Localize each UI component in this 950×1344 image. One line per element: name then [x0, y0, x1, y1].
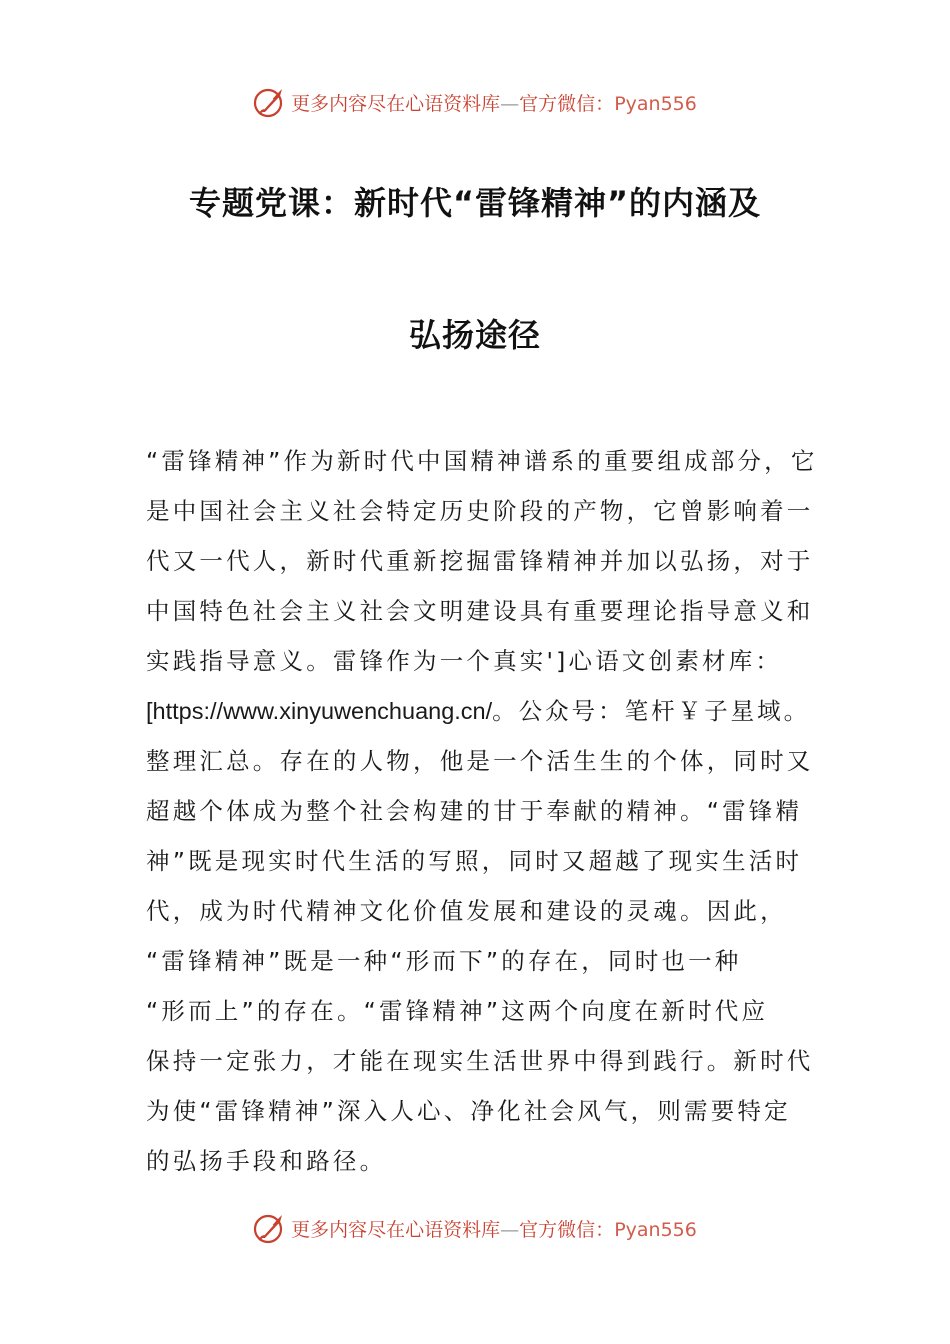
- body-line: 保持一定张力，才能在现实生活世界中得到践行。新时代: [146, 1047, 814, 1075]
- header-banner: [0, 82, 950, 122]
- body-line-suffix: 。公众号：笔杆￥子星域。: [492, 697, 811, 725]
- body-line: “雷锋精神”作为新时代中国精神谱系的重要组成部分，它: [146, 447, 818, 475]
- body-line: 实践指导意义。雷锋作为一个真实']心语文创素材库：: [146, 647, 783, 675]
- body-line: 神”既是现实时代生活的写照，同时又超越了现实生活时: [146, 847, 803, 875]
- banner-text: [291, 89, 697, 116]
- body-line: “形而上”的存在。“雷锋精神”这两个向度在新时代应: [146, 997, 769, 1025]
- body-line: 中国特色社会主义社会文明建设具有重要理论指导意义和: [146, 597, 814, 625]
- banner-wechat-id: Pyan556: [614, 92, 697, 115]
- quill-pen-logo-icon: [253, 85, 287, 119]
- body-line: 为使“雷锋精神”深入人心、净化社会风气，则需要特定: [146, 1097, 791, 1125]
- banner-official-label: 官方微信：: [519, 92, 615, 115]
- page-title-line-2: 弘扬途径: [408, 316, 541, 354]
- footer-banner: [0, 1208, 950, 1248]
- body-line: 是中国社会主义社会特定历史阶段的产物，它曾影响着一: [146, 497, 814, 525]
- banner-dash: —: [500, 1218, 520, 1241]
- banner-dash: —: [500, 92, 520, 115]
- resource-link[interactable]: [https://www.xinyuwenchuang.cn/: [146, 698, 493, 724]
- body-line: 超越个体成为整个社会构建的甘于奉献的精神。“雷锋精: [146, 797, 803, 825]
- body-line-url: [146, 692, 836, 742]
- quill-pen-logo-icon: [253, 1211, 287, 1245]
- banner-text: [291, 1215, 697, 1242]
- article-body: [146, 442, 836, 1192]
- body-line: 代，成为时代精神文化价值发展和建设的灵魂。因此，: [146, 897, 787, 925]
- banner-site-name: 更多内容尽在心语资料库: [291, 92, 501, 115]
- body-line: 整理汇总。存在的人物，他是一个活生生的个体，同时又: [146, 747, 814, 775]
- banner-wechat-id: Pyan556: [614, 1218, 697, 1241]
- body-line: 的弘扬手段和路径。: [146, 1147, 387, 1175]
- body-line: 代又一代人，新时代重新挖掘雷锋精神并加以弘扬，对于: [146, 547, 814, 575]
- page-title-line-1: 专题党课：新时代“雷锋精神”的内涵及: [188, 184, 762, 222]
- banner-official-label: 官方微信：: [519, 1218, 615, 1241]
- body-line: “雷锋精神”既是一种“形而下”的存在，同时也一种: [146, 947, 742, 975]
- banner-site-name: 更多内容尽在心语资料库: [291, 1218, 501, 1241]
